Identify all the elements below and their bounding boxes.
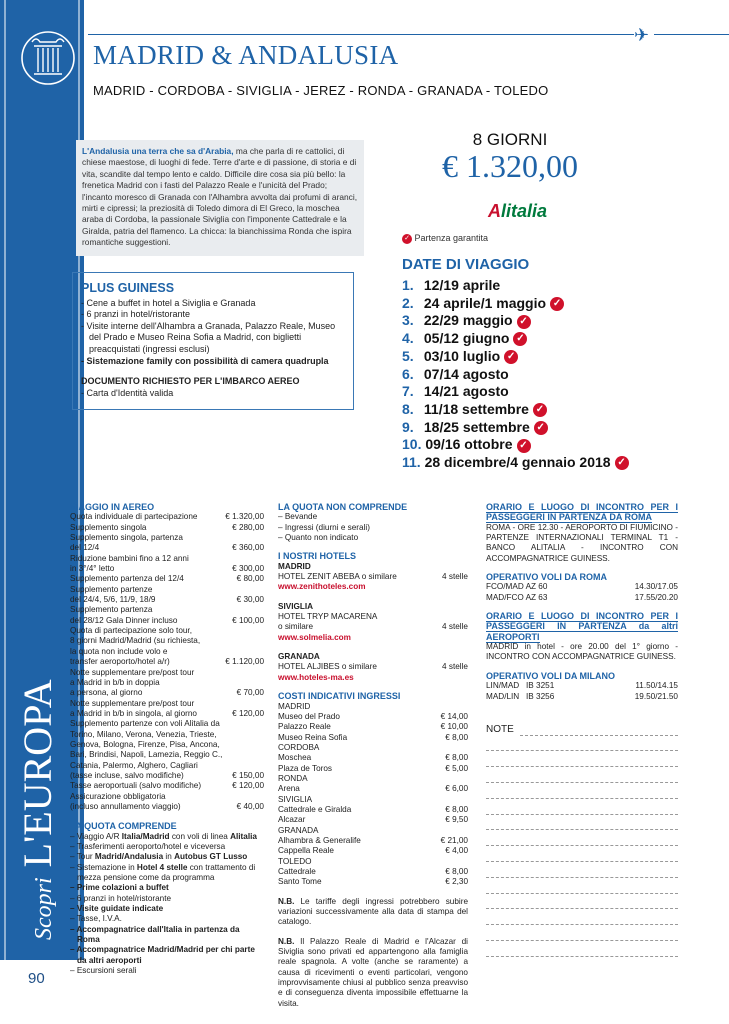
cost-row [278, 764, 468, 774]
cost-label: Cappella Reale [278, 846, 334, 856]
price-label: (tasse incluse, salvo modifiche) [70, 770, 184, 780]
title-rule-right [654, 34, 729, 35]
price-label: del 12/4 [70, 543, 100, 553]
price-label: Supplemento partenza del 12/4 [70, 574, 184, 584]
price-value [260, 719, 264, 729]
cost-label: Alhambra & Generalife [278, 835, 361, 845]
price-label: del 28/12 Gala Dinner incluso [70, 615, 178, 625]
date-number: 2. [402, 294, 414, 311]
flight-time: 17.55/20.20 [634, 592, 678, 602]
plus-item: - Cene a buffet in hotel a Siviglia e Granada [81, 297, 256, 308]
price-row [70, 678, 264, 688]
price-row [70, 636, 264, 646]
date-row [402, 383, 702, 401]
price-label: Supplemento partenze con voli Alitalia da [70, 719, 220, 729]
price-label: a Madrid in b/b in doppia [70, 677, 160, 687]
flight-row [486, 692, 678, 702]
price-label: a Madrid in b/b in singola, al giorno [70, 708, 197, 718]
altri-meeting-title: ORARIO E LUOGO DI INCONTRO PER I PASSEGGERI IN PARTENZA da altri AEROPORTI [486, 611, 678, 642]
price-label: 8 giorni Madrid/Madrid (su richiesta, [70, 636, 201, 646]
price-value [260, 647, 264, 657]
price-label: Catania, Palermo, Alghero, Cagliari [70, 760, 198, 770]
date-text: 09/16 ottobre [421, 436, 513, 453]
hotel-row [278, 572, 468, 582]
title-rule [88, 34, 634, 35]
flight-time: 19.50/21.50 [634, 691, 678, 701]
date-number: 11. [402, 454, 421, 471]
date-text: 03/10 luglio [420, 347, 501, 364]
hotel-link: www.zenithoteles.com [278, 582, 366, 592]
price-row [70, 512, 264, 522]
price-row [70, 730, 264, 740]
comprende-item: – 6 pranzi in hotel/ristorante [70, 894, 264, 904]
price-label: Riduzione bambini fino a 12 anni [70, 553, 189, 563]
price-value [260, 740, 264, 750]
cost-row [278, 753, 468, 763]
viaggio-title: VIAGGIO IN AEREO [70, 502, 155, 512]
cost-value: € 4,00 [445, 846, 468, 856]
altri-meeting-text: MADRID in hotel - ore 20.00 del 1° giorno - INCONTRO CON ACCOMPAGNATRICE GUINESS. [486, 642, 678, 662]
date-text: 05/12 giugno [420, 330, 510, 347]
flight-code: LIN/MAD IB 3251 [486, 681, 555, 691]
price-label: Quota di partecipazione solo tour, [70, 626, 192, 636]
price-value [260, 533, 264, 543]
costi-title: COSTI INDICATIVI INGRESSI [278, 691, 401, 702]
price-value: € 30,00 [236, 595, 264, 605]
page-subtitle: MADRID - CORDOBA - SIVIGLIA - JEREZ - RONDA - GRANADA - TOLEDO [93, 83, 549, 98]
price-row [70, 761, 264, 771]
cost-label: TOLEDO [278, 856, 312, 866]
price-label: Supplemento singola, partenza [70, 533, 183, 543]
hotel-city: SIVIGLIA [278, 601, 314, 611]
plus-item: - 6 pranzi in hotel/ristorante [81, 309, 191, 320]
note-line [486, 815, 678, 831]
price-row [70, 585, 264, 595]
price-value: € 360,00 [232, 543, 264, 553]
cost-value [464, 774, 468, 784]
price-value: € 120,00 [232, 708, 264, 718]
date-text: 07/14 agosto [420, 365, 509, 382]
price-value [260, 668, 264, 678]
price-label: in 3°/4° letto [70, 564, 115, 574]
note-line [486, 751, 678, 767]
price-row [70, 595, 264, 605]
cost-value: € 8,00 [445, 804, 468, 814]
price-value [260, 750, 264, 760]
check-icon: ✓ [615, 456, 629, 470]
price-row [70, 533, 264, 543]
price-label: Supplemento singola [70, 522, 147, 532]
date-number: 3. [402, 312, 414, 329]
price-value: € 100,00 [232, 615, 264, 625]
column-hotels [278, 502, 468, 1009]
costi-table [278, 702, 468, 888]
price-row [70, 792, 264, 802]
price-label: la quota non include volo e [70, 646, 168, 656]
comprende-item: – Prime colazioni a buffet [70, 883, 264, 893]
plane-icon: ✈ [634, 25, 650, 45]
price-value [260, 792, 264, 802]
price-row [70, 564, 264, 574]
price-value [260, 761, 264, 771]
cost-label: GRANADA [278, 825, 319, 835]
price-value: € 1.320,00 [225, 512, 264, 522]
comprende-item: – Sistemazione in Hotel 4 stelle con trattamento di mezza pensione come da programma [70, 863, 264, 884]
flight-row [486, 593, 678, 603]
comprende-item: – Viaggio A/R Italia/Madrid con voli di linea Alitalia [70, 832, 264, 842]
price-row [70, 616, 264, 626]
viaggio-table [70, 512, 264, 812]
flight-code: MAD/LIN IB 3256 [486, 691, 555, 701]
comprende-item: – Accompagnatrice Madrid/Madrid per chi parte da altri aeroporti [70, 945, 264, 966]
date-row [402, 401, 702, 419]
note-line [486, 909, 678, 925]
sidebar-script-word: Scopri [31, 877, 57, 940]
date-number: 7. [402, 383, 414, 400]
cost-row [278, 867, 468, 877]
document-title: DOCUMENTO RICHIESTO PER L'IMBARCO AEREO [81, 376, 300, 387]
voli-milano-title: OPERATIVO VOLI DA MILANO [486, 670, 616, 681]
check-icon: ✓ [550, 297, 564, 311]
check-icon: ✓ [533, 403, 547, 417]
check-icon: ✓ [517, 315, 531, 329]
non-comprende-item: – Quanto non indicato [278, 533, 468, 543]
price-label: Assicurazione obbligatoria [70, 791, 166, 801]
hotel-city: MADRID [278, 561, 311, 571]
guaranteed-label: Partenza garantita [414, 233, 489, 243]
cost-row [278, 712, 468, 722]
cost-label: Arena [278, 784, 300, 794]
price-value [260, 605, 264, 615]
hotel-row [278, 622, 468, 632]
sidebar-vertical-title [14, 640, 74, 940]
page-number: 90 [28, 970, 45, 987]
price-row [70, 709, 264, 719]
note-line [486, 878, 678, 894]
date-number: 6. [402, 365, 414, 382]
cost-label: Museo Reina Sofia [278, 732, 348, 742]
price-label: Supplemento partenze [70, 584, 153, 594]
date-text: 18/25 settembre [420, 418, 530, 435]
price-row [70, 719, 264, 729]
plus-title: PLUS GUINESS [81, 281, 175, 295]
hotel-link: www.solmelia.com [278, 632, 351, 642]
cost-row [278, 795, 468, 805]
flight-code: MAD/FCO AZ 63 [486, 592, 548, 602]
price-row [70, 740, 264, 750]
price-row [70, 657, 264, 667]
note-line [486, 894, 678, 910]
date-number: 4. [402, 330, 414, 347]
date-text: 22/29 maggio [420, 312, 513, 329]
price-label: Genova, Bologna, Firenze, Pisa, Ancona, [70, 739, 220, 749]
cost-value: € 6,00 [445, 784, 468, 794]
cost-value: € 8,00 [445, 867, 468, 876]
dates-title: DATE DI VIAGGIO [402, 256, 530, 273]
hotels-title: I NOSTRI HOTELS [278, 551, 357, 562]
date-text: 12/19 aprile [420, 277, 501, 293]
price-row [70, 802, 264, 812]
cost-value [464, 702, 468, 712]
cost-value [464, 743, 468, 753]
cost-label: Santo Tome [278, 877, 322, 887]
cost-row [278, 815, 468, 825]
date-row [402, 419, 702, 437]
plus-guiness-box [72, 272, 354, 410]
comprende-title: LA QUOTA COMPRENDE [70, 821, 177, 832]
price-row [70, 688, 264, 698]
plus-item: - Sistemazione family con possibilità di camera quadrupla [81, 355, 329, 366]
plus-item: - Visite interne dell'Alhambra a Granada, Palazzo Reale, Museo del Prado e Museo Reina Sofia a Madrid, con biglietti preacquistati (ingressi esclusi) [81, 320, 336, 354]
date-row [402, 330, 702, 348]
comprende-item: – Visite guidate indicate [70, 904, 264, 914]
price-value: € 80,00 [236, 574, 264, 584]
cost-row [278, 826, 468, 836]
cost-row [278, 857, 468, 867]
date-row [402, 366, 702, 384]
note-line [486, 941, 678, 957]
price-value: € 40,00 [236, 801, 264, 811]
cost-label: RONDA [278, 773, 308, 783]
column-meeting [486, 502, 678, 957]
hotel-city: GRANADA [278, 652, 320, 662]
voli-roma-table [486, 582, 678, 603]
date-row [402, 277, 702, 295]
cost-row [278, 733, 468, 743]
date-number: 5. [402, 347, 414, 364]
cost-value: € 2,30 [445, 877, 468, 887]
cost-value: € 10,00 [440, 722, 468, 732]
date-text: 11/18 settembre [420, 400, 529, 417]
price-label: transfer aeroporto/hotel a/r) [70, 657, 170, 667]
price-row [70, 699, 264, 709]
non-comprende-list [278, 512, 468, 543]
price-row [70, 574, 264, 584]
flight-code: FCO/MAD AZ 60 [486, 582, 548, 592]
price-value [260, 585, 264, 595]
nb-note-1: N.B. Le tariffe degli ingressi potrebbero subire variazioni successivamente alla data di stampa del catalogo. [278, 896, 468, 927]
cost-label: Museo del Prado [278, 711, 340, 721]
price-value: € 70,00 [236, 688, 264, 698]
check-icon: ✓ [513, 332, 527, 346]
hotels-list [278, 562, 468, 683]
hotel-name-2: o similare [278, 622, 314, 632]
cost-row [278, 805, 468, 815]
guaranteed-legend [402, 233, 488, 244]
date-number: 1. [402, 277, 414, 293]
cost-value: € 8,00 [445, 753, 468, 763]
note-line [486, 767, 678, 783]
trip-price: € 1.320,00 [442, 148, 578, 184]
cost-label: SIVIGLIA [278, 794, 313, 804]
trip-duration: 8 GIORNI [472, 130, 548, 149]
document-item: - Carta d'Identità valida [81, 387, 174, 398]
cost-value [464, 826, 468, 836]
hotel-entry [278, 562, 468, 593]
date-number: 8. [402, 400, 414, 417]
cost-label: Palazzo Reale [278, 722, 331, 732]
cost-value [464, 857, 468, 867]
hotel-entry [278, 652, 468, 683]
flight-time: 11.50/14.15 [635, 681, 678, 691]
comprende-item: – Tasse, I.V.A. [70, 914, 264, 924]
check-icon: ✓ [517, 439, 531, 453]
airline-logo: Alitalia [488, 201, 548, 221]
price-value: € 1.120,00 [225, 657, 264, 667]
flight-time: 14.30/17.05 [634, 582, 678, 592]
cost-row [278, 836, 468, 846]
cost-value: € 5,00 [445, 763, 468, 773]
intro-lead: L'Andalusia una terra che sa d'Arabia, [82, 146, 234, 156]
date-number: 10. [402, 436, 422, 453]
flight-row [486, 582, 678, 592]
note-line [486, 783, 678, 799]
check-icon: ✓ [402, 234, 412, 244]
intro-text: ma che parla di re cattolici, di chiese maestose, di luoghi di fede. Terre d'arte e di passione, di storia e di vita, scandite dal tempo lento e caldo. Difficile dire cosa sia più bello: la frenetica Madrid con i fasti del Palazzo Reale e l'unicità del Prado; l'incanto moresco di Granada con l'Alhambra avvolta dai profumi di aranci, mirti e cipressi; la preziosità di Toledo dimora di El Greco, la moschea araba di Cordoba, la passionale Siviglia con l'imponente Cattedrale e la Giralda, patria del flamenco. La chicca: la bianchissima Ronda che ispira romantiche suggestioni. [82, 146, 358, 248]
hotel-stars: 4 stelle [442, 662, 468, 672]
note-label: NOTE [486, 724, 514, 736]
travel-dates [402, 256, 702, 472]
date-row [402, 348, 702, 366]
cost-label: Cattedrale e Giralda [278, 804, 352, 814]
check-icon: ✓ [534, 421, 548, 435]
non-comprende-item: – Ingressi (diurni e serali) [278, 523, 468, 533]
dates-list [402, 277, 702, 472]
sidebar-region: L'EUROPA [15, 679, 60, 868]
price-value [260, 636, 264, 646]
hotel-entry [278, 602, 468, 643]
price-row [70, 771, 264, 781]
hotel-name: HOTEL TRYP MACARENA [278, 612, 378, 622]
non-comprende-title: LA QUOTA NON COMPRENDE [278, 502, 408, 512]
note-line [486, 799, 678, 815]
price-label: Tasse aeroportuali (salvo modifiche) [70, 781, 202, 791]
price-label: a persona, al giorno [70, 688, 143, 698]
price-label: Torino, Milano, Verona, Venezia, Trieste, [70, 729, 217, 739]
cost-label: MADRID [278, 701, 311, 711]
intro-box [76, 140, 364, 256]
price-value: € 120,00 [232, 781, 264, 791]
price-label: Notte supplementare pre/post tour [70, 698, 195, 708]
price-row [70, 647, 264, 657]
note-line [486, 736, 678, 752]
page-title: MADRID & ANDALUSIA [93, 40, 399, 70]
check-icon: ✓ [504, 350, 518, 364]
note-line [486, 925, 678, 941]
nb-note-2: N.B. Il Palazzo Reale di Madrid e l'Alcazar di Siviglia sono privati ed appartengono alla famiglia reale spagnola. A volte (anche se raramente) a causa di ricevimenti o eventi particolari, vengono improvvisamente chiusi al pubblico senza preavviso e di conseguenza diventa impossibile effettuarne la visita. [278, 936, 468, 1008]
hotel-name: HOTEL ALJIBES o similare [278, 662, 377, 672]
cost-row [278, 702, 468, 712]
cost-label: Plaza de Toros [278, 763, 333, 773]
cost-row [278, 722, 468, 732]
non-comprende-item: – Bevande [278, 512, 468, 522]
voli-milano-table [486, 681, 678, 702]
flight-row [486, 681, 678, 691]
cost-row [278, 877, 468, 887]
hotel-row [278, 612, 468, 622]
price-row [70, 605, 264, 615]
hotel-row [278, 662, 468, 672]
cost-label: CORDOBA [278, 742, 320, 752]
comprende-list [70, 832, 264, 977]
cost-value [464, 795, 468, 805]
date-row [402, 454, 702, 472]
price-row [70, 750, 264, 760]
price-row [70, 523, 264, 533]
price-value [260, 678, 264, 688]
price-value [260, 626, 264, 636]
cost-row [278, 846, 468, 856]
price-row [70, 668, 264, 678]
price-label: Quota individuale di partecipazione [70, 512, 198, 522]
price-value: € 150,00 [232, 770, 264, 780]
hotel-stars: 4 stelle [442, 572, 468, 582]
price-label: Bari, Brindisi, Napoli, Lamezia, Reggio C., [70, 750, 223, 760]
cost-row [278, 774, 468, 784]
cost-row [278, 743, 468, 753]
column-prices [70, 502, 264, 976]
hotel-name: HOTEL ZENIT ABEBA o similare [278, 572, 397, 582]
date-row [402, 436, 702, 454]
price-value: € 280,00 [232, 522, 264, 532]
price-label: Supplemento partenza [70, 605, 153, 615]
date-text: 24 aprile/1 maggio [420, 294, 547, 311]
comprende-item: – Escursioni serali [70, 966, 264, 976]
comprende-item: – Tour Madrid/Andalusia in Autobus GT Lusso [70, 852, 264, 862]
cost-value: € 14,00 [440, 711, 468, 721]
price-value [260, 554, 264, 564]
roma-meeting-text: ROMA - ORE 12.30 - AEROPORTO DI FIUMICINO - PARTENZE INTERNAZIONALI TERMINAL T1 - BANCO ALITALIA - INCONTRO CON ACCOMPAGNATRICE GUINESS. [486, 522, 678, 563]
price-value [260, 699, 264, 709]
notes-area [486, 720, 678, 957]
price-value: € 300,00 [232, 564, 264, 574]
price-label: (incluso annullamento viaggio) [70, 801, 181, 811]
date-text: 28 dicembre/4 gennaio 2018 [420, 454, 611, 471]
cost-label: Moschea [278, 753, 312, 763]
cost-row [278, 784, 468, 794]
date-number: 9. [402, 418, 414, 435]
voli-roma-title: OPERATIVO VOLI DA ROMA [486, 572, 608, 583]
hotel-stars: 4 stelle [442, 622, 468, 632]
hotel-link: www.hoteles-ma.es [278, 672, 354, 682]
price-label: del 24/4, 5/6, 11/9, 18/9 [70, 595, 156, 605]
price-label: Notte supplementare pre/post tour [70, 667, 195, 677]
price-row [70, 626, 264, 636]
note-line [486, 830, 678, 846]
comprende-item: – Accompagnatrice dall'Italia in partenza da Roma [70, 925, 264, 946]
price-value [260, 730, 264, 740]
date-text: 14/21 agosto [420, 383, 509, 400]
cost-label: Alcazar [278, 815, 306, 825]
price-row [70, 543, 264, 553]
roma-meeting-title: ORARIO E LUOGO DI INCONTRO PER I PASSEGGERI IN PARTENZA DA ROMA [486, 502, 678, 523]
cost-value: € 8,00 [445, 732, 468, 742]
cost-label: Cattedrale [278, 867, 316, 876]
date-row [402, 295, 702, 313]
price-row [70, 781, 264, 791]
plus-list [81, 298, 345, 368]
price-row [70, 554, 264, 564]
cost-value: € 21,00 [440, 835, 468, 845]
date-row [402, 312, 702, 330]
cost-value: € 9,50 [445, 815, 468, 825]
note-line [486, 846, 678, 862]
note-line [486, 862, 678, 878]
comprende-item: – Trasferimenti aeroporto/hotel e viceversa [70, 842, 264, 852]
